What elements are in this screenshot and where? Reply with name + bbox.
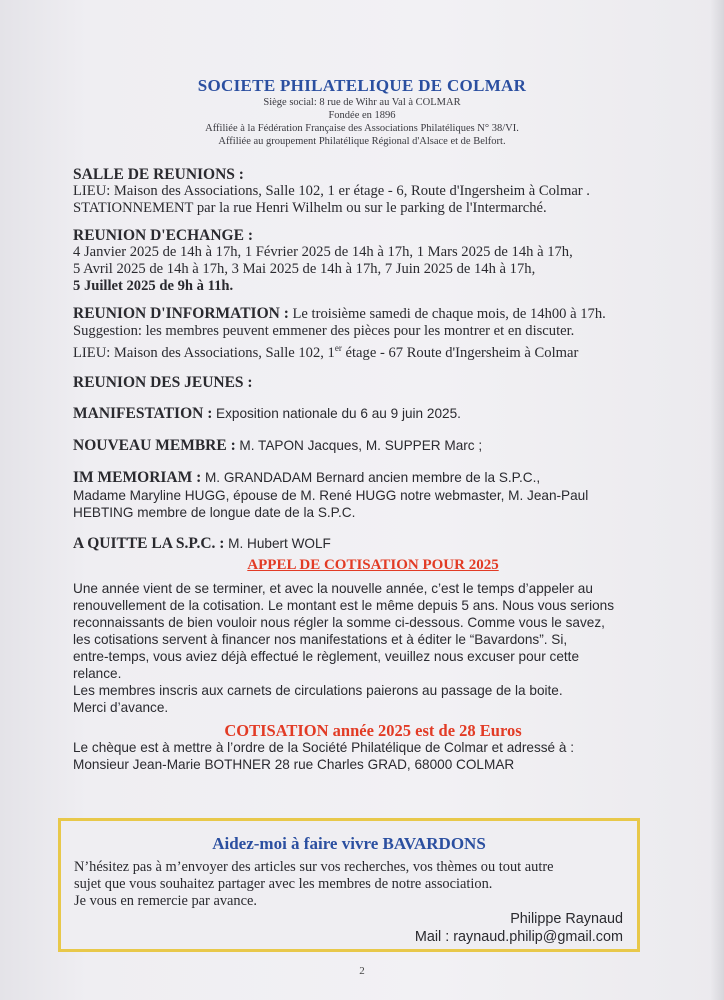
appel-line: Merci d’avance. [73,699,169,715]
bavardons-line-2: sujet que vous souhaitez partager avec les membres de notre association. [74,876,493,892]
information-suggestion: Suggestion: les membres peuvent emmener des pièces pour les montrer et en discuter. [73,323,575,339]
echange-dates-2: 5 Avril 2025 de 14h à 17h, 3 Mai 2025 de 14h à 17h, 7 Juin 2025 de 14h à 17h, [73,261,536,277]
salle-location: LIEU: Maison des Associations, Salle 102, 1 er étage - 6, Route d'Ingersheim à Colmar . [73,183,590,199]
bavardons-title: Aidez-moi à faire vivre BAVARDONS [212,834,486,853]
page-number: 2 [359,965,365,977]
appel-body [73,580,673,716]
section-manifestation [73,405,673,423]
section-appel [73,557,673,716]
section-information [73,305,673,362]
letterhead [0,76,724,148]
headquarters-line: Siège social: 8 rue de Wihr au Val à COLMAR [263,97,461,108]
federation-line: Affiliée à la Fédération Française des Associations Philatéliques N° 38/VI. [205,123,519,134]
manifestation-heading: MANIFESTATION : [73,404,213,422]
appel-line: Les membres inscris aux carnets de circulations paierons au passage de la boite. [73,682,563,698]
salle-parking: STATIONNEMENT par la rue Henri Wilhelm ou sur le parking de l'Intermarché. [73,200,547,216]
main-content [73,166,673,773]
bavardons-box [58,818,640,952]
bavardons-line-1: N’hésitez pas à m’envoyer des articles sur vos recherches, vos thèmes ou tout autre [74,859,554,875]
appel-line: relance. [73,665,122,681]
information-location-rest: étage - 67 Route d'Ingersheim à Colmar [341,344,579,361]
signature-mail: Mail : raynaud.philip@gmail.com [414,929,623,945]
information-location-sup: er [334,343,342,353]
memoriam-text-2: Madame Maryline HUGG, épouse de M. René HUGG notre webmaster, M. Jean-Paul [73,487,589,503]
cotisation-cheque: Le chèque est à mettre à l’ordre de la Société Philatélique de Colmar et adressé à : [73,739,574,755]
cotisation-title: COTISATION année 2025 est de 28 Euros [224,720,522,740]
manifestation-text: Exposition nationale du 6 au 9 juin 2025. [216,405,461,421]
information-schedule: Le troisième samedi de chaque mois, de 14h00 à 17h. [292,306,606,322]
appel-line: renouvellement de la cotisation. Le montant est le même depuis 5 ans. Nous vous serions [73,597,615,613]
information-location [73,340,673,362]
memoriam-heading: IM MEMORIAM : [73,468,202,486]
nouveau-heading: NOUVEAU MEMBRE : [73,436,236,454]
section-cotisation [73,722,673,773]
appel-title: APPEL DE COTISATION POUR 2025 [247,556,499,573]
jeunes-heading: REUNION DES JEUNES : [73,373,253,391]
page-edge-shadow [710,0,724,1000]
salle-heading: SALLE DE REUNIONS : [73,166,244,183]
information-heading: REUNION D'INFORMATION : [73,305,289,322]
section-memoriam [73,469,673,521]
quitte-heading: A QUITTE LA S.P.C. : [73,534,225,552]
appel-line: Une année vient de se terminer, et avec la nouvelle année, c’est le temps d’appeler au [73,580,593,596]
cotisation-address: Monsieur Jean-Marie BOTHNER 28 rue Charles GRAD, 68000 COLMAR [73,756,515,772]
society-title: SOCIETE PHILATELIQUE DE COLMAR [197,76,527,95]
section-quitte [73,535,673,553]
memoriam-text-3: HEBTING membre de longue date de la S.P.C. [73,504,356,520]
founded-line: Fondée en 1896 [328,110,396,121]
echange-heading: REUNION D'ECHANGE : [73,227,253,244]
section-nouveau-membre [73,437,673,455]
appel-line: les cotisations servent à financer nos manifestations et à éditer le “Bavardons”. Si, [73,631,568,647]
quitte-text: M. Hubert WOLF [228,535,331,551]
memoriam-text-1: M. GRANDADAM Bernard ancien membre de la S.P.C., [204,469,541,485]
bavardons-line-3: Je vous en remercie par avance. [74,893,257,909]
section-salle [73,166,673,217]
bavardons-body [74,859,630,910]
information-location-text: LIEU: Maison des Associations, Salle 102, 1 [73,344,335,361]
section-jeunes [73,374,673,391]
section-echange [73,227,673,295]
appel-line: reconnaissants de bien vouloir nous régler la somme ci-dessous. Comme vous le savez, [73,614,605,630]
echange-dates-1: 4 Janvier 2025 de 14h à 17h, 1 Février 2025 de 14h à 17h, 1 Mars 2025 de 14h à 17h, [73,244,573,260]
signature-name: Philippe Raynaud [510,911,623,927]
nouveau-text: M. TAPON Jacques, M. SUPPER Marc ; [239,437,483,453]
regional-group-line: Affiliée au groupement Philatélique Régional d'Alsace et de Belfort. [218,136,506,147]
echange-dates-3: 5 Juillet 2025 de 9h à 11h. [73,278,234,294]
appel-line: entre-temps, vous aviez déjà effectué le règlement, veuillez nous excuser pour cette [73,648,580,664]
